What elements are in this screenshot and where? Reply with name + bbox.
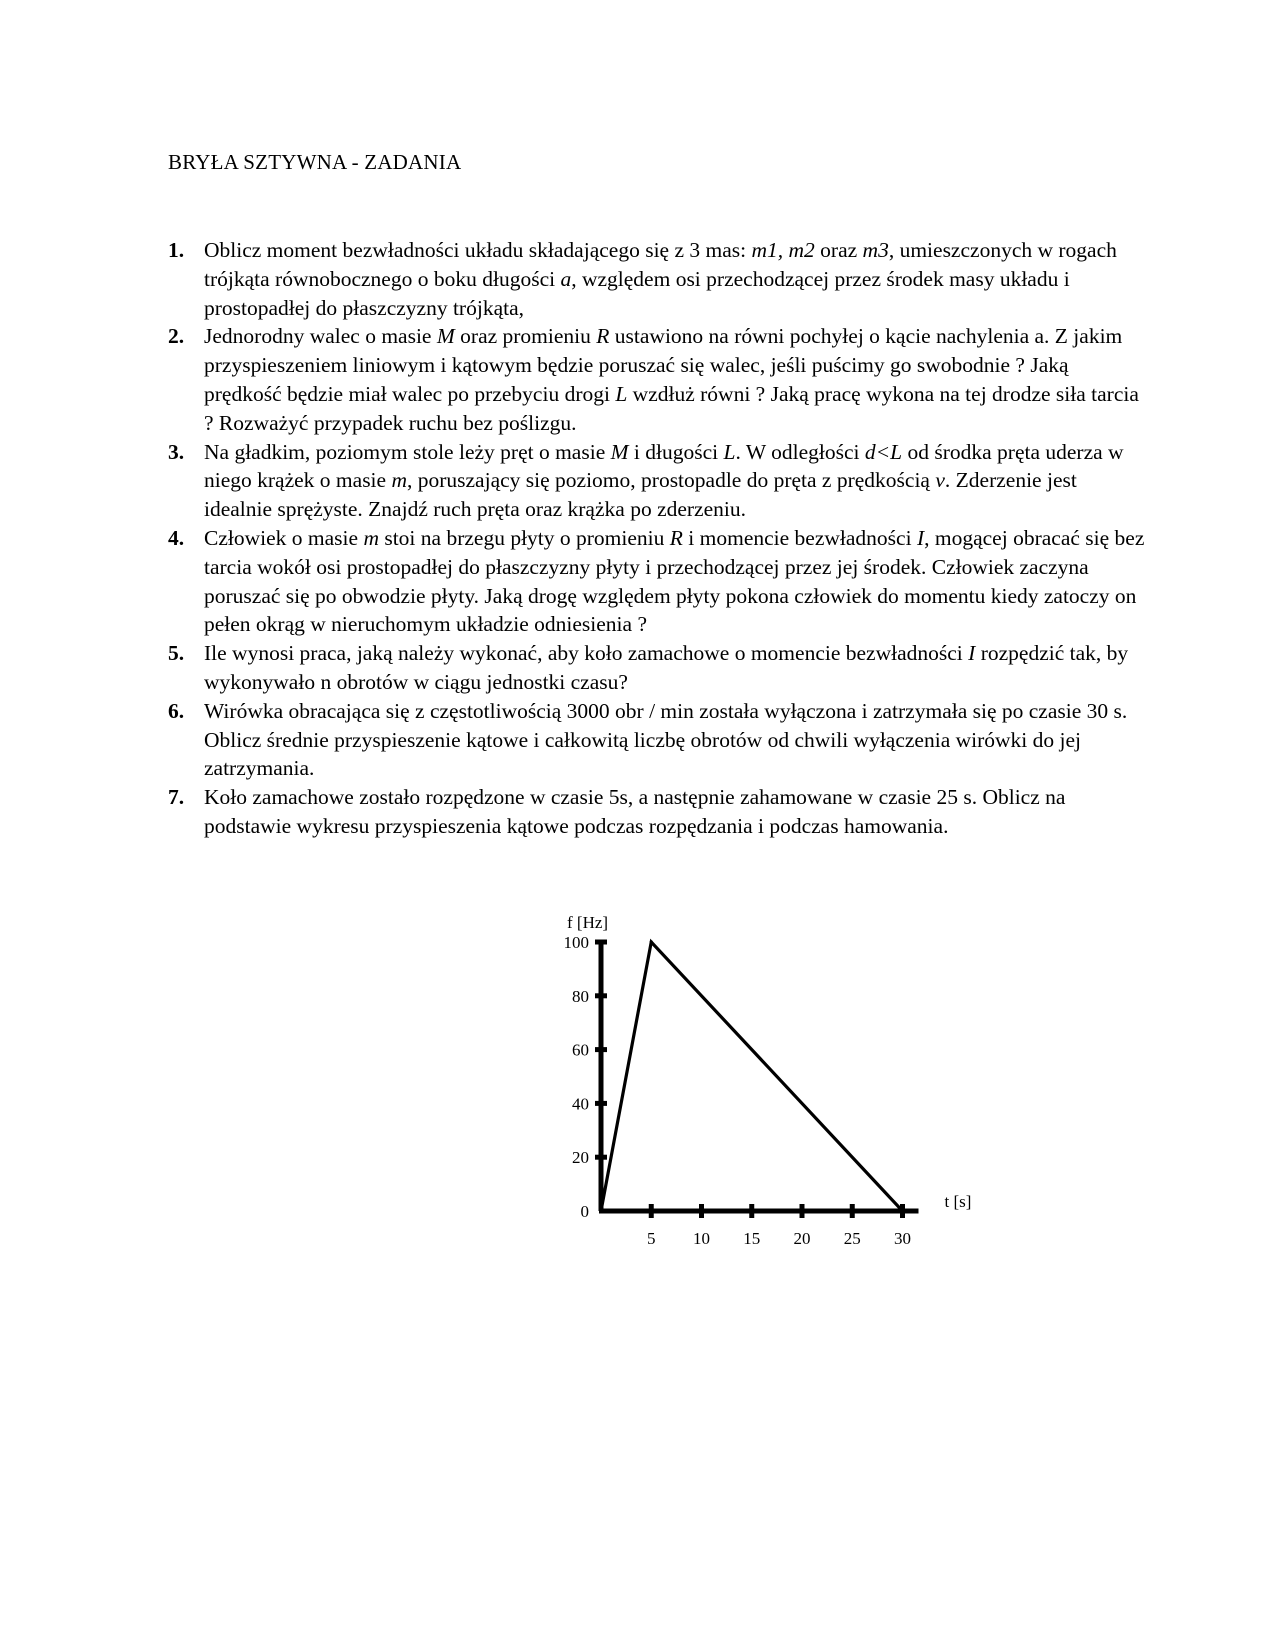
task-text-segment: ustawiono na równi pochyłej o kącie nachylenia a. Z jakim przyspieszeniem liniowym i kątowym będzie poruszać się walec, jeśli puścimy go swobodnie ? Jaką prędkość będzie miał walec po przebyciu drogi <box>204 324 1123 406</box>
task-number: 7. <box>168 785 185 810</box>
y-tick-label: 100 <box>563 933 589 952</box>
task-text <box>204 438 1148 524</box>
task-variable: m3 <box>862 238 889 262</box>
data-point <box>599 1209 602 1212</box>
task-variable: L <box>723 439 736 464</box>
x-axis-label: t [s] <box>944 1192 972 1211</box>
task-text <box>204 783 1148 841</box>
task-item <box>168 524 1148 639</box>
task-text-segment: od środka pręta uderza w niego krążek o masie <box>204 439 1124 493</box>
task-text-segment: oraz promieniu <box>454 324 597 349</box>
task-text-segment: , umieszczonych w rogach trójkąta równobocznego o boku długości <box>204 238 1117 291</box>
task-text-segment: Na gładkim, poziomym stole leży pręt o masie <box>204 439 611 464</box>
task-number: 1. <box>168 238 185 262</box>
task-variable: M <box>436 324 455 349</box>
x-tick-label: 25 <box>843 1229 861 1248</box>
task-text <box>204 524 1148 639</box>
y-tick-label: 0 <box>580 1202 589 1221</box>
task-number: 6. <box>168 698 185 723</box>
task-item <box>168 697 1148 783</box>
task-text-segment: , poruszający się poziomo, prostopadle do pręta z prędkością <box>406 468 936 493</box>
task-text <box>204 236 1148 322</box>
x-tick-label: 5 <box>647 1229 656 1248</box>
frequency-chart <box>563 913 1000 1260</box>
task-text-segment: Wirówka obracająca się z częstotliwością 3000 obr / min została wyłączona i zatrzymała się po czasie 30 s. Oblicz średnie przyspieszenie kątowe i całkowitą liczbę obrotów od chwili wyłączenia wirówki do jej zatrzymania. <box>204 698 1128 781</box>
x-tick-label: 30 <box>894 1229 911 1248</box>
task-text-segment: rozpędzić tak, by wykonywało n obrotów w ciągu jednostki czasu? <box>204 641 1129 694</box>
task-text-segment: . W odległości <box>735 439 865 464</box>
task-number: 2. <box>168 324 185 349</box>
task-variable: L <box>615 381 628 406</box>
task-number: 4. <box>168 525 185 550</box>
task-text-segment: Jednorodny walec o masie <box>204 324 437 349</box>
task-item <box>168 322 1148 437</box>
task-number: 5. <box>168 641 185 666</box>
task-item <box>168 639 1148 697</box>
task-variable: m1, m2 <box>751 238 815 262</box>
task-text-segment: , mogącej obracać się bez tarcia wokół osi prostopadłej do płaszczyzny płyty i przechodzącej przez jej środek. Człowiek zaczyna poruszać się po obwodzie płyty. Jaką drogę względem płyty pokona człowiek do momentu kiedy zatoczy on pełen okrąg w nieruchomym układzie odniesienia ? <box>204 525 1145 637</box>
task-item <box>168 236 1148 322</box>
page-title: BRYŁA SZTYWNA - ZADANIA <box>168 150 462 174</box>
task-text <box>204 697 1148 783</box>
task-variable: d<L <box>864 439 903 464</box>
task-text-segment: , względem osi przechodzącej przez środek masy układu i prostopadłej do płaszczyzny trójkąta, <box>204 266 1070 320</box>
task-text-segment: . Zderzenie jest idealnie sprężyste. Znajdź ruch pręta oraz krążka po zderzeniu. <box>204 468 1077 522</box>
task-variable: a <box>560 266 572 291</box>
task-list <box>168 236 1148 841</box>
x-tick-label: 20 <box>793 1229 811 1248</box>
y-tick-label: 20 <box>572 1148 589 1168</box>
task-text-segment: oraz <box>814 238 863 262</box>
task-variable: M <box>610 439 629 464</box>
task-text <box>204 322 1148 437</box>
task-text-segment: Koło zamachowe zostało rozpędzone w czasie 5s, a następnie zahamowane w czasie 25 s. Oblicz na podstawie wykresu przyspieszenia kątowe podczas rozpędzania i podczas hamowania. <box>204 785 1066 838</box>
task-variable: m <box>363 525 379 550</box>
task-item <box>168 783 1148 841</box>
task-text-segment: stoi na brzegu płyty o promieniu <box>378 525 670 550</box>
task-text-segment: Oblicz moment bezwładności układu składającego się z 3 mas: <box>204 238 752 262</box>
data-point <box>901 1209 904 1212</box>
task-text-segment: Ile wynosi praca, jaką należy wykonać, aby koło zamachowe o momencie bezwładności <box>204 641 969 666</box>
y-tick-label: 60 <box>572 1040 589 1060</box>
task-variable: I <box>968 641 976 666</box>
y-axis-label: f [Hz] <box>567 913 609 932</box>
task-variable: R <box>596 324 610 349</box>
task-number: 3. <box>168 439 185 464</box>
y-tick-label: 80 <box>572 986 589 1006</box>
task-text-segment: Człowiek o masie <box>204 525 364 550</box>
task-text-segment: i momencie bezwładności <box>682 525 917 550</box>
data-point <box>650 940 653 943</box>
y-tick-label: 40 <box>572 1094 589 1114</box>
task-text-segment: wzdłuż równi ? Jaką pracę wykona na tej drodze siła tarcia ? Rozważyć przypadek ruchu bez poślizgu. <box>204 381 1139 435</box>
x-tick-label: 15 <box>743 1229 761 1248</box>
task-variable: m <box>391 468 407 493</box>
task-variable: I <box>916 525 925 550</box>
series-line <box>601 942 903 1211</box>
task-item <box>168 438 1148 524</box>
task-variable: R <box>669 525 683 550</box>
task-text-segment: i długości <box>628 439 724 464</box>
task-variable: v <box>935 468 945 493</box>
x-tick-label: 10 <box>693 1229 710 1248</box>
task-text <box>204 639 1148 697</box>
